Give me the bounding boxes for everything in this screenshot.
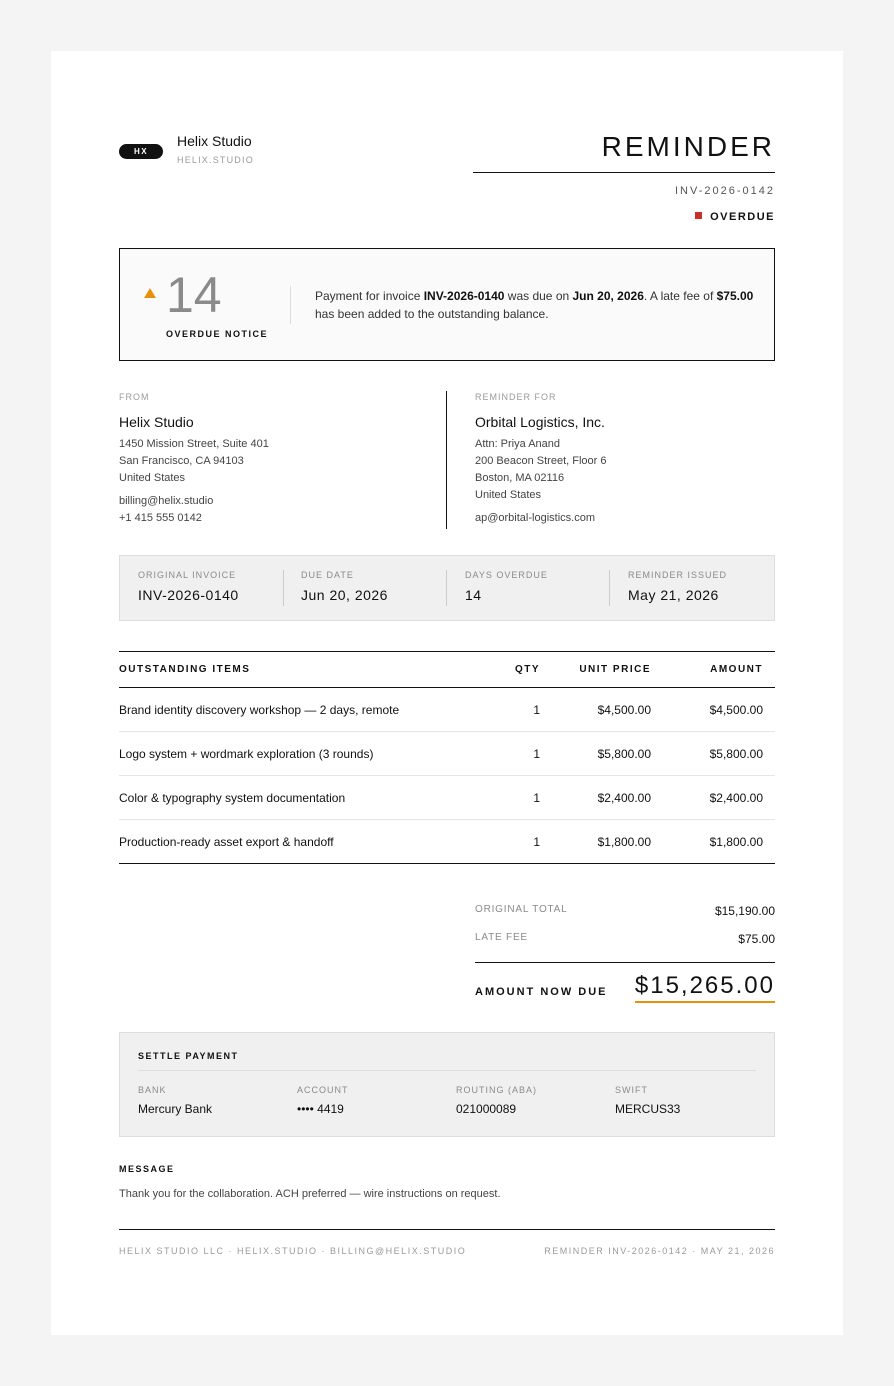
payment-value: Mercury Bank bbox=[138, 1102, 213, 1116]
meta-label: DUE DATE bbox=[301, 570, 354, 580]
document-number: INV-2026-0142 bbox=[675, 185, 775, 197]
amount-due-label: AMOUNT NOW DUE bbox=[475, 986, 608, 998]
bill-to-contact bbox=[475, 510, 775, 527]
from-address bbox=[119, 436, 419, 487]
item-amount: $1,800.00 bbox=[709, 835, 763, 849]
payment-label: SWIFT bbox=[615, 1085, 648, 1095]
brand-domain: HELIX.STUDIO bbox=[177, 155, 254, 165]
address-line: Boston, MA 02116 bbox=[475, 472, 565, 484]
item-unit-price: $5,800.00 bbox=[597, 747, 651, 761]
brand-name: Helix Studio bbox=[177, 133, 252, 149]
payment-label: ROUTING (ABA) bbox=[456, 1085, 538, 1095]
notice-divider bbox=[290, 286, 291, 324]
from-block bbox=[119, 392, 419, 527]
meta-divider bbox=[609, 570, 610, 606]
warning-triangle-icon bbox=[144, 288, 156, 298]
overdue-notice bbox=[119, 248, 775, 361]
meta-value: INV-2026-0140 bbox=[138, 587, 239, 603]
overdue-notice-label: OVERDUE NOTICE bbox=[166, 329, 269, 339]
notice-due-date: Jun 20, 2026 bbox=[572, 289, 644, 303]
status-label: OVERDUE bbox=[710, 211, 775, 223]
meta-original-invoice bbox=[138, 570, 239, 606]
from-label: FROM bbox=[119, 392, 150, 402]
header-item: OUTSTANDING ITEMS bbox=[119, 664, 251, 675]
original-total-label: ORIGINAL TOTAL bbox=[475, 904, 568, 915]
item-unit-price: $2,400.00 bbox=[597, 791, 651, 805]
payment-bank bbox=[138, 1085, 212, 1116]
item-unit-price: $1,800.00 bbox=[597, 835, 651, 849]
payment-routing bbox=[456, 1085, 537, 1116]
footer-right: REMINDER INV-2026-0142 · MAY 21, 2026 bbox=[544, 1246, 775, 1256]
meta-divider bbox=[446, 570, 447, 606]
item-qty: 1 bbox=[533, 791, 540, 805]
table-row bbox=[119, 776, 775, 820]
address-line: United States bbox=[119, 472, 186, 484]
status-square-icon bbox=[695, 212, 702, 219]
invoice-meta-band bbox=[119, 555, 775, 621]
payment-label: ACCOUNT bbox=[297, 1085, 349, 1095]
payment-value: MERCUS33 bbox=[615, 1102, 681, 1116]
item-unit-price: $4,500.00 bbox=[597, 703, 651, 717]
payment-title: SETTLE PAYMENT bbox=[138, 1051, 239, 1061]
payment-details bbox=[119, 1032, 775, 1137]
bill-to-email: ap@orbital-logistics.com bbox=[475, 512, 595, 524]
address-line: 1450 Mission Street, Suite 401 bbox=[119, 438, 269, 450]
address-line: United States bbox=[475, 489, 542, 501]
item-amount: $2,400.00 bbox=[709, 791, 763, 805]
address-line: San Francisco, CA 94103 bbox=[119, 455, 244, 467]
bill-to-block bbox=[475, 392, 775, 527]
late-fee-label: LATE FEE bbox=[475, 932, 528, 943]
from-phone: +1 415 555 0142 bbox=[119, 512, 202, 524]
table-row bbox=[119, 688, 775, 732]
item-amount: $5,800.00 bbox=[709, 747, 763, 761]
from-email: billing@helix.studio bbox=[119, 495, 214, 507]
from-name: Helix Studio bbox=[119, 414, 194, 430]
status-badge bbox=[695, 211, 775, 223]
payment-value: •••• 4419 bbox=[297, 1102, 344, 1116]
outstanding-items-table bbox=[119, 651, 775, 864]
payment-swift bbox=[615, 1085, 680, 1116]
bill-to-label: REMINDER FOR bbox=[475, 392, 557, 402]
meta-value: 14 bbox=[465, 587, 482, 603]
totals-divider bbox=[475, 962, 775, 963]
table-row bbox=[119, 732, 775, 776]
original-total-value: $15,190.00 bbox=[714, 904, 775, 918]
notice-text-part: Payment for invoice bbox=[315, 289, 424, 303]
meta-value: Jun 20, 2026 bbox=[301, 587, 388, 603]
header-unit-price: UNIT PRICE bbox=[579, 664, 651, 675]
table-row bbox=[119, 820, 775, 864]
title-divider bbox=[473, 172, 775, 173]
overdue-days-count: 14 bbox=[166, 267, 222, 323]
notice-text-part: was due on bbox=[504, 289, 573, 303]
header-qty: QTY bbox=[514, 664, 540, 675]
item-qty: 1 bbox=[533, 747, 540, 761]
bill-to-address bbox=[475, 436, 775, 504]
notice-late-fee: $75.00 bbox=[716, 289, 754, 303]
item-qty: 1 bbox=[533, 835, 540, 849]
header-amount: AMOUNT bbox=[710, 664, 763, 675]
item-description: Brand identity discovery workshop — 2 days, remote bbox=[119, 703, 400, 717]
amount-due-value: $15,265.00 bbox=[635, 972, 775, 1003]
message-label: MESSAGE bbox=[119, 1164, 175, 1174]
meta-days-overdue bbox=[465, 570, 548, 606]
meta-label: REMINDER ISSUED bbox=[628, 570, 728, 580]
document-title: REMINDER bbox=[601, 131, 775, 162]
meta-label: DAYS OVERDUE bbox=[465, 570, 548, 580]
item-description: Production-ready asset export & handoff bbox=[119, 835, 334, 849]
logo-mark: HX bbox=[119, 144, 163, 159]
item-description: Color & typography system documentation bbox=[119, 791, 346, 805]
meta-reminder-issued bbox=[628, 570, 727, 606]
payment-divider bbox=[138, 1070, 756, 1071]
late-fee-value: $75.00 bbox=[738, 932, 775, 946]
item-description: Logo system + wordmark exploration (3 rounds) bbox=[119, 747, 374, 761]
bill-to-name: Orbital Logistics, Inc. bbox=[475, 414, 605, 430]
address-line: Attn: Priya Anand bbox=[475, 438, 560, 450]
meta-divider bbox=[283, 570, 284, 606]
notice-text-part: . A late fee of bbox=[643, 289, 717, 303]
from-contact bbox=[119, 493, 419, 527]
address-line: 200 Beacon Street, Floor 6 bbox=[475, 455, 607, 467]
meta-due-date bbox=[301, 570, 388, 606]
meta-label: ORIGINAL INVOICE bbox=[138, 570, 237, 580]
footer-divider bbox=[119, 1229, 775, 1230]
document-page bbox=[51, 51, 843, 1335]
meta-value: May 21, 2026 bbox=[628, 587, 719, 603]
item-amount: $4,500.00 bbox=[709, 703, 763, 717]
table-header bbox=[119, 651, 775, 688]
notice-invoice-ref: INV-2026-0140 bbox=[423, 289, 505, 303]
notice-message bbox=[315, 287, 755, 323]
payment-label: BANK bbox=[138, 1085, 167, 1095]
payment-account bbox=[297, 1085, 349, 1116]
party-divider bbox=[446, 391, 447, 529]
notice-text-part: has been added to the outstanding balance. bbox=[315, 307, 549, 321]
item-qty: 1 bbox=[533, 703, 540, 717]
message-text: Thank you for the collaboration. ACH preferred — wire instructions on request. bbox=[119, 1188, 501, 1200]
footer-left: HELIX STUDIO LLC · HELIX.STUDIO · BILLING@HELIX.STUDIO bbox=[119, 1246, 467, 1256]
payment-value: 021000089 bbox=[456, 1102, 517, 1116]
